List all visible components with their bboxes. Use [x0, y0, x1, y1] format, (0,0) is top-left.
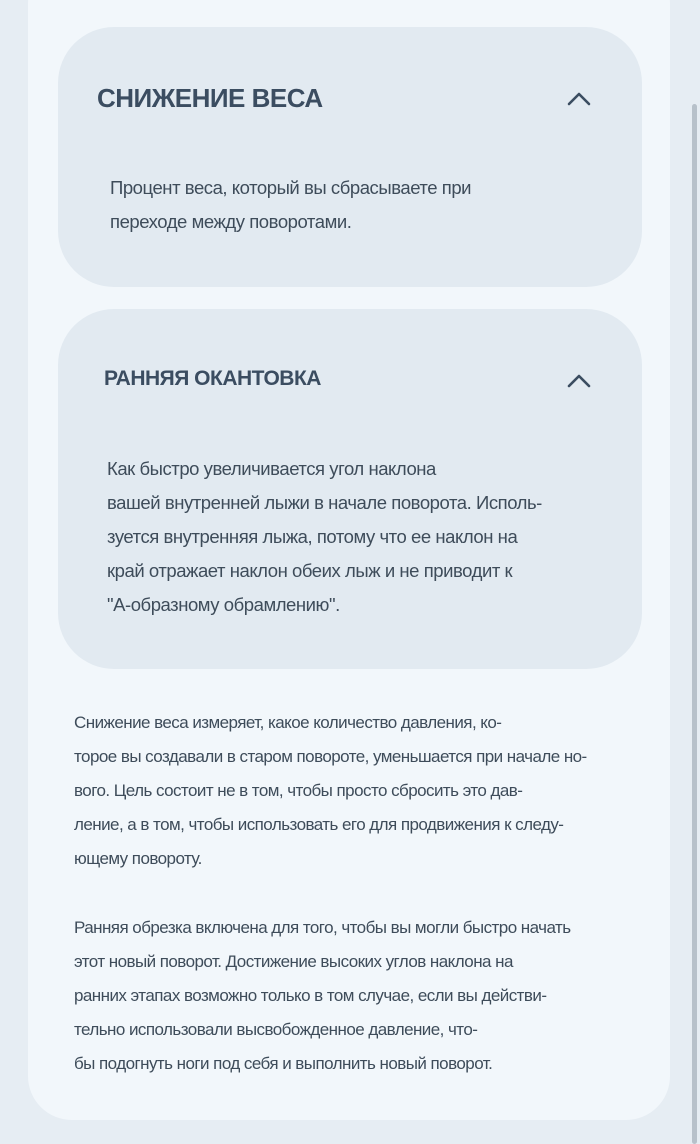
paragraph-weight-reduction: [74, 706, 634, 876]
text-line: тельно использовали высвобожденное давление, что-: [74, 1020, 478, 1039]
text-line: Процент веса, который вы сбрасываете при: [110, 177, 472, 198]
accordion-weight-reduction: [58, 27, 642, 287]
text-line: ление, а в том, чтобы использовать его для продвижения к следу-: [74, 815, 564, 834]
text-line: вого. Цель состоит не в том, чтобы просто сбросить это дав-: [74, 781, 523, 800]
accordion-body-early-edging: [107, 452, 597, 622]
chevron-up-icon[interactable]: [566, 367, 592, 393]
accordion-early-edging: [58, 309, 642, 669]
text-line: Ранняя обрезка включена для того, чтобы вы могли быстро начать: [74, 918, 571, 937]
accordion-header-early-edging[interactable]: РАННЯЯ ОКАНТОВКА: [104, 367, 321, 390]
text-line: вашей внутренней лыжи в начале поворота. Исполь-: [107, 492, 542, 513]
chevron-up-icon[interactable]: [566, 85, 592, 111]
text-line: край отражает наклон обеих лыж и не приводит к: [107, 560, 513, 581]
accordion-body-weight-reduction: [110, 171, 590, 239]
text-line: переходе между поворотами.: [110, 211, 352, 232]
text-line: бы подогнуть ноги под себя и выполнить новый поворот.: [74, 1054, 493, 1073]
text-line: ранних этапах возможно только в том случае, если вы действи-: [74, 986, 547, 1005]
text-line: зуется внутренняя лыжа, потому что ее наклон на: [107, 526, 518, 547]
text-line: ющему повороту.: [74, 849, 202, 868]
text-line: торое вы создавали в старом повороте, уменьшается при начале но-: [74, 747, 587, 766]
text-line: "А-образному обрамлению".: [107, 594, 340, 615]
text-line: Снижение веса измеряет, какое количество давления, ко-: [74, 713, 502, 732]
text-line: этот новый поворот. Достижение высоких углов наклона на: [74, 952, 513, 971]
text-line: Как быстро увеличивается угол наклона: [107, 458, 436, 479]
accordion-header-weight-reduction[interactable]: СНИЖЕНИЕ ВЕСА: [97, 83, 323, 113]
paragraph-early-edging: [74, 911, 634, 1081]
scrollbar[interactable]: [692, 104, 697, 1144]
